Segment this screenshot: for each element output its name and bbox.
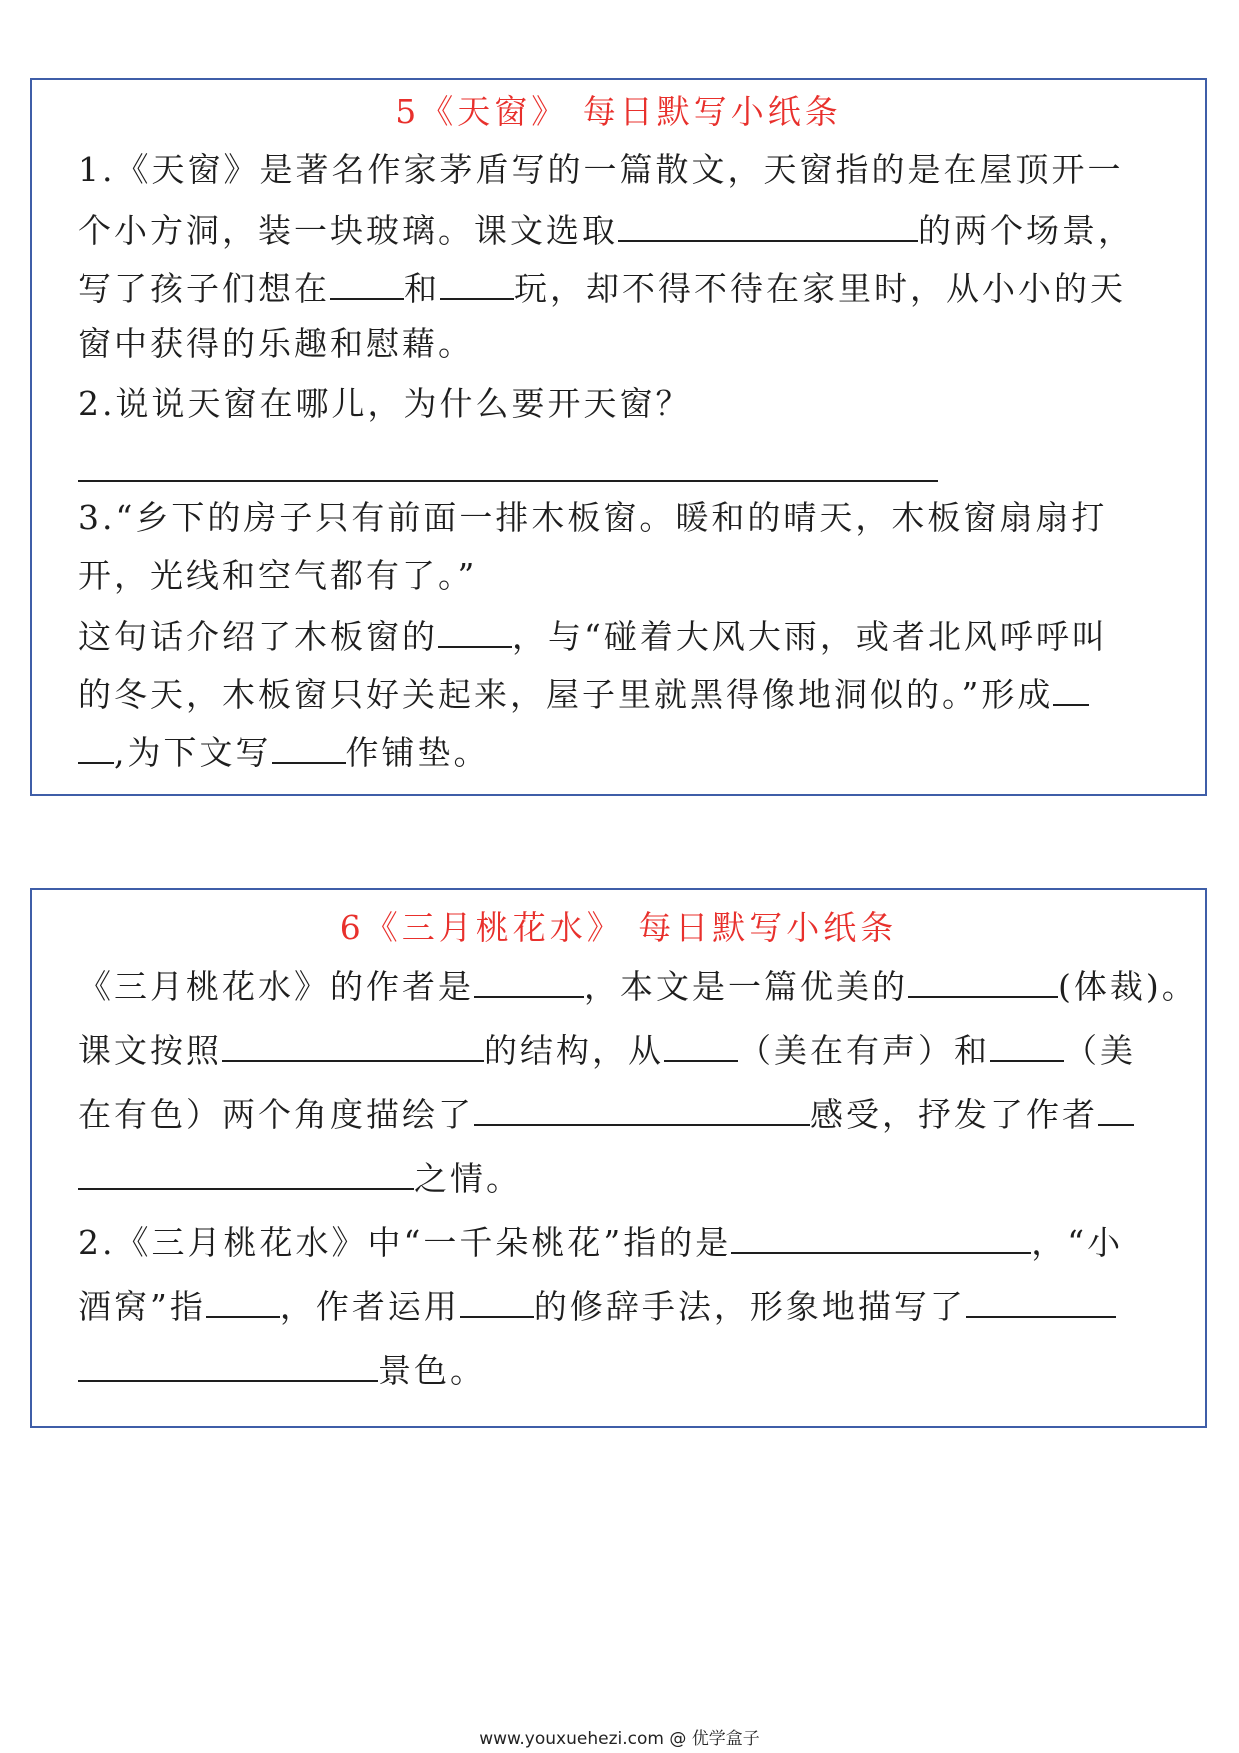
- fill-blank[interactable]: [990, 1026, 1064, 1062]
- fill-blank[interactable]: [272, 728, 346, 764]
- fill-blank[interactable]: [78, 1154, 414, 1190]
- q3-line-1: 3.“乡下的房子只有前面一排木板窗。暖和的晴天，木板窗扇扇打: [78, 498, 1108, 537]
- q1-line-4: 窗中获得的乐趣和慰藉。: [78, 324, 474, 363]
- q1-line-4: 之情。: [78, 1154, 522, 1201]
- card-title: 5《天窗》 每日默写小纸条: [395, 92, 842, 131]
- fill-blank[interactable]: [78, 728, 114, 764]
- dictation-card-tianchuang: [30, 78, 1207, 796]
- fill-blank[interactable]: [440, 264, 514, 300]
- fill-blank[interactable]: [206, 1282, 280, 1318]
- q3-line-4: 的冬天，木板窗只好关起来，屋子里就黑得像地洞似的。”形成: [78, 670, 1089, 717]
- q1-line-2: 课文按照 的结构，从 （美在有声）和 （美: [78, 1026, 1136, 1073]
- fill-blank[interactable]: [618, 206, 918, 242]
- answer-line[interactable]: [78, 480, 938, 482]
- q1-line-2: 个小方洞，装一块玻璃。课文选取 的两个场景，: [78, 206, 1134, 253]
- fill-blank[interactable]: [78, 1346, 378, 1382]
- q1-line-3: 在有色）两个角度描绘了 感受，抒发了作者: [78, 1090, 1134, 1137]
- fill-blank[interactable]: [330, 264, 404, 300]
- q2-line-1: 2.说说天窗在哪儿，为什么要开天窗？: [78, 384, 692, 423]
- fill-blank[interactable]: [460, 1282, 534, 1318]
- q2-line-1: 2.《三月桃花水》中“一千朵桃花”指的是 ，“小: [78, 1218, 1123, 1265]
- q3-line-2: 开，光线和空气都有了。”: [78, 556, 478, 595]
- fill-blank[interactable]: [1098, 1090, 1134, 1126]
- q2-line-2: 酒窝”指 ，作者运用 的修辞手法，形象地描写了: [78, 1282, 1116, 1329]
- fill-blank[interactable]: [222, 1026, 484, 1062]
- fill-blank[interactable]: [474, 962, 584, 998]
- q3-line-3: 这句话介绍了木板窗的 ，与“碰着大风大雨，或者北风呼呼叫: [78, 612, 1108, 659]
- dictation-card-sanyue-taohuashui: [30, 888, 1207, 1428]
- footer-watermark: www.youxuehezi.com @ 优学盒子: [479, 1729, 760, 1749]
- fill-blank[interactable]: [664, 1026, 738, 1062]
- q3-line-5: ,为下文写 作铺垫。: [78, 728, 490, 775]
- card-title: 6《三月桃花水》 每日默写小纸条: [339, 908, 898, 947]
- fill-blank[interactable]: [474, 1090, 810, 1126]
- q1-line-3: 写了孩子们想在 和 玩，却不得不待在家里时，从小小的天: [78, 264, 1126, 311]
- fill-blank[interactable]: [1053, 670, 1089, 706]
- q1-line-1: 1.《天窗》是著名作家茅盾写的一篇散文，天窗指的是在屋顶开一: [78, 150, 1124, 189]
- fill-blank[interactable]: [438, 612, 512, 648]
- q1-line-1: 《三月桃花水》的作者是 ，本文是一篇优美的 (体裁)。: [78, 962, 1198, 1009]
- q2-line-3: 景色。: [78, 1346, 486, 1393]
- fill-blank[interactable]: [908, 962, 1058, 998]
- fill-blank[interactable]: [731, 1218, 1031, 1254]
- fill-blank[interactable]: [966, 1282, 1116, 1318]
